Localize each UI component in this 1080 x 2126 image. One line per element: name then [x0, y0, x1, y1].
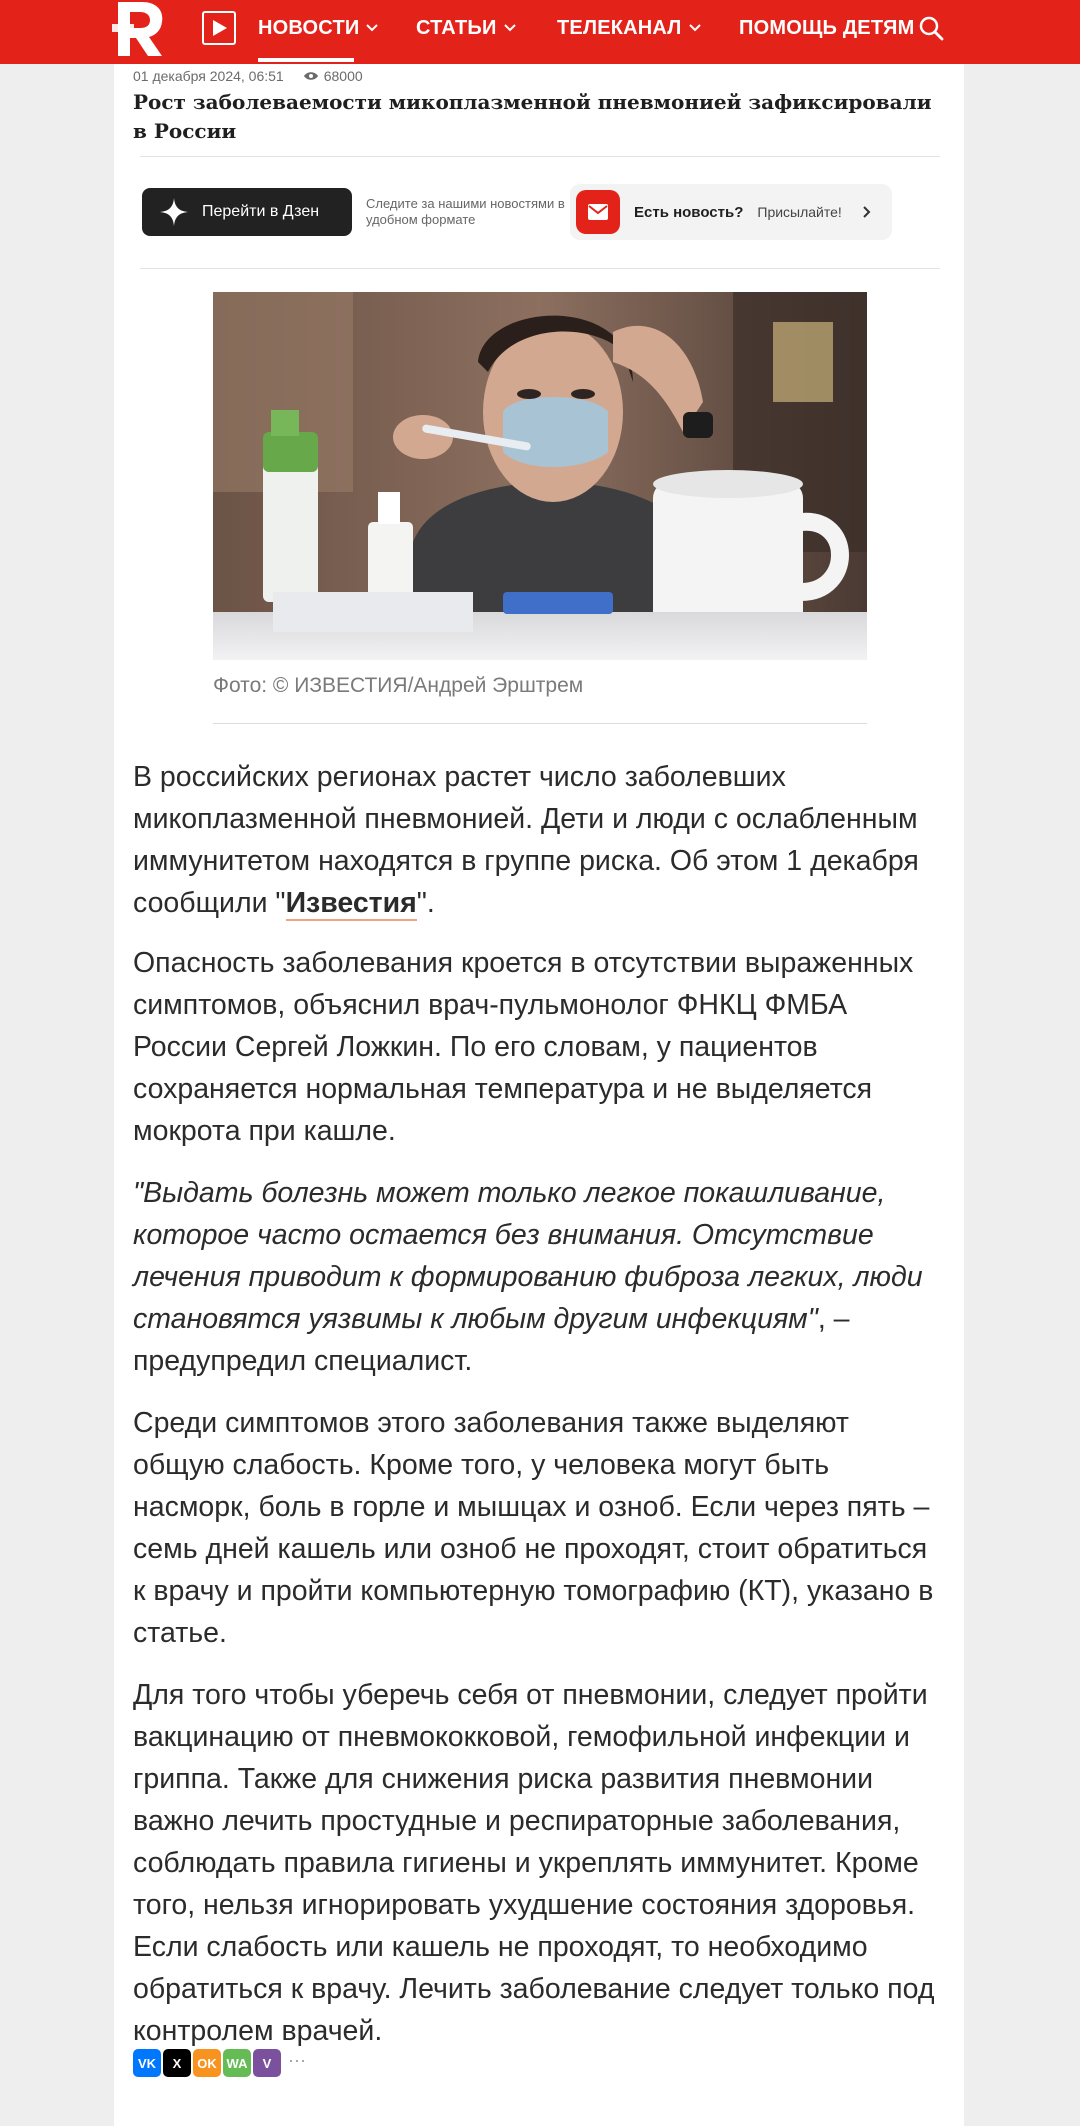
go-to-zen-button[interactable] [142, 188, 352, 236]
divider [213, 723, 867, 724]
photo-caption: Фото: © ИЗВЕСТИЯ/Андрей Эрштрем [213, 674, 584, 697]
izvestia-link[interactable]: Известия [285, 887, 417, 919]
share-glyph: OK [197, 2055, 217, 2071]
nav-item-news[interactable] [258, 14, 379, 42]
search-icon[interactable] [918, 15, 944, 41]
share-buttons [133, 2049, 311, 2077]
article-paragraph: Среди симптомов этого заболевания также выделяют общую слабость. Кроме того, у человека могут быть насморк, боль в горле и мышцах и озноб. Если через пять – семь дней кашель или озноб не проходят, стоит обратиться к врачу и пройти компьютерную томографию (КТ), указано в статье. [133, 1407, 934, 1649]
share-glyph: X [172, 2055, 182, 2071]
article-paragraph: Для того чтобы уберечь себя от пневмонии, следует пройти вакцинацию от пневмококковой, гемофильной инфекции и гриппа. Также для снижения риска развития пневмонии важно лечить простудные и респираторные заболевания, соблюдать правила гигиены и укреплять иммунитет. Кроме того, нельзя игнорировать ухудшение состояния здоровья. Если слабость или кашель не проходят, то необходимо обратиться к врачу. Лечить заболевание следует только под контролем врачей. [133, 1679, 935, 2047]
article-quote-paragraph [133, 1172, 943, 1382]
nav-item-label: ПОМОЩЬ ДЕТЯМ [739, 16, 915, 39]
chevron-right-icon [862, 205, 872, 219]
mail-icon [588, 204, 608, 220]
viber-icon[interactable] [253, 2049, 281, 2077]
zen-star-icon [160, 198, 188, 226]
send-news-button[interactable] [570, 184, 892, 240]
article-paragraph [133, 756, 943, 924]
x-icon[interactable] [163, 2049, 191, 2077]
nav-item-label: СТАТЬИ [416, 16, 497, 39]
play-icon [213, 20, 227, 36]
article-views: 68000 [323, 68, 363, 84]
nav-item-help-children[interactable] [739, 14, 914, 42]
odnoklassniki-icon[interactable] [193, 2049, 221, 2077]
article-page [114, 64, 964, 2126]
zen-note: Следите за нашими новостями в удобном формате [366, 196, 565, 227]
mail-icon-badge [576, 190, 620, 234]
article-title: Рост заболеваемости микоплазменной пневмонией зафиксировали в России [133, 90, 932, 143]
article-date: 01 декабря 2024, 06:51 [133, 68, 284, 84]
share-glyph: VK [137, 2055, 157, 2071]
ren-tv-logo-icon[interactable] [112, 0, 168, 58]
nav-item-label: ТЕЛЕКАНАЛ [557, 16, 682, 39]
nav-item-label: НОВОСТИ [258, 16, 360, 39]
chevron-down-icon [365, 21, 379, 35]
nav-item-articles[interactable] [416, 14, 517, 42]
article-photo [213, 292, 867, 660]
article-meta [133, 66, 363, 86]
news-prompt-sub: Присылайте! [757, 204, 842, 220]
divider [140, 268, 940, 269]
nav-active-indicator [258, 58, 354, 62]
expert-quote: "Выдать болезнь может только легкое покашливание, которое часто остается без внимания. Отсутствие лечения приводит к формированию фиброза легких, люди становятся уязвимы к любым другим инфекциям" [133, 1177, 923, 1335]
eye-icon [304, 71, 318, 81]
vk-icon[interactable] [133, 2049, 161, 2077]
paragraph-text: , – предупредил специалист. [133, 1303, 850, 1377]
top-navigation-bar [0, 0, 1080, 64]
divider [140, 156, 940, 157]
chevron-down-icon [503, 21, 517, 35]
more-share-icon[interactable]: ··· [288, 2050, 306, 2070]
article-paragraph: Опасность заболевания кроется в отсутствии выраженных симптомов, объяснил врач-пульмонолог ФНКЦ ФМБА России Сергей Ложкин. По его словам, у пациентов сохраняется нормальная температура и не выделяется мокрота при кашле. [133, 947, 914, 1147]
play-live-button[interactable] [202, 11, 236, 45]
zen-button-label: Перейти в Дзен [202, 203, 320, 220]
news-prompt-title: Есть новость? [634, 203, 744, 221]
whatsapp-icon[interactable] [223, 2049, 251, 2077]
share-glyph: WA [226, 2055, 248, 2071]
share-glyph: V [262, 2055, 272, 2071]
chevron-down-icon [688, 21, 702, 35]
paragraph-text: ". [416, 887, 435, 919]
nav-item-tv-channel[interactable] [557, 14, 702, 42]
paragraph-text: В российских регионах растет число заболевших микоплазменной пневмонией. Дети и люди с ослабленным иммунитетом находятся в группе риска. Об этом 1 декабря сообщили " [133, 761, 919, 919]
